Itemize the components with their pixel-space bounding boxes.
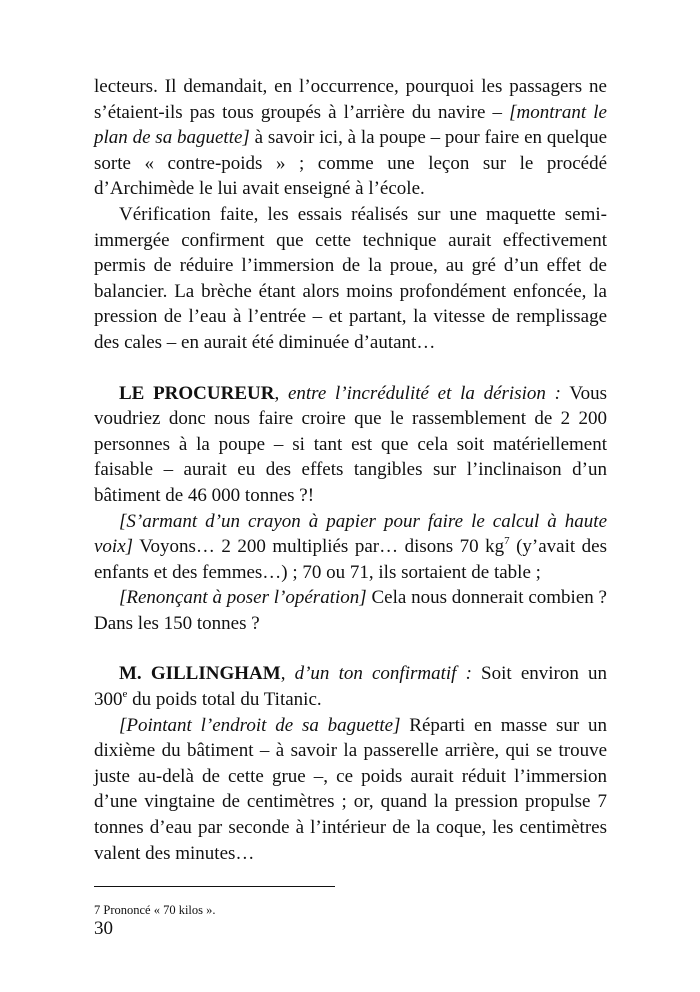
paragraph-2-text: Vérification faite, les essais réalisés sur une maquette semi-immergée confirment que cette technique aurait effectivement permis de réduire l’immersion de la proue, au gré d’un effet de balancier. La brèche étant alors moins profondément enfoncée, la pression de l’eau à l’entrée – et partant, la vitesse de remplissage des cales – en aurait été diminuée d’autant…	[94, 203, 607, 353]
paragraph-2	[94, 202, 607, 356]
stage-direction: [Pointant l’endroit de sa baguette]	[119, 714, 401, 736]
footnote: 7 Prononcé « 70 kilos ».	[94, 903, 216, 917]
paragraph-6-text-b: du poids total du Titanic.	[127, 689, 322, 711]
paragraph-4-text-a: Voyons… 2 200 multipliés par… disons 70 kg	[133, 536, 505, 558]
ordinal-superscript: e	[122, 687, 128, 700]
stage-direction: [montrant le plan de sa baguette]	[94, 101, 607, 149]
separator: ,	[280, 663, 295, 685]
paragraph-6-text-a: Soit environ un 300	[94, 663, 608, 711]
paragraph-1-text-c: à savoir ici, à la poupe – pour faire en quelque sorte « contre-poids » ; comme une leçon sur le procédé d’Archimède le lui avait enseigné à l’école.	[94, 127, 607, 200]
paragraph-3-text: Vous voudriez donc nous faire croire que le rassemblement de 2 200 personnes à la poupe – si tant est que cela soit matériellement faisable – aurait eu des effets tangibles sur l’inclinaison d’un bâtiment de 46 000 tonnes ?!	[94, 382, 608, 506]
separator: ,	[274, 382, 288, 404]
paragraph-3	[94, 381, 607, 509]
paragraph-gap	[94, 356, 607, 381]
paragraph-5-text: Cela nous donnerait combien ? Dans les 150 tonnes ?	[94, 587, 607, 634]
stage-direction: d’un ton confirmatif :	[294, 663, 472, 685]
paragraph-gap	[94, 636, 607, 661]
page-number: 30	[94, 918, 113, 939]
stage-direction: [S’armant d’un crayon à papier pour faire le calcul à haute voix]	[94, 510, 607, 558]
speaker-name: M. GILLINGHAM	[119, 663, 281, 685]
body-text	[94, 74, 607, 866]
paragraph-1-text-a: lecteurs. Il demandait, en l’occurrence, pourquoi les passagers ne s’étaient-ils pas tous groupés à l’arrière du navire –	[94, 76, 607, 123]
paragraph-1	[94, 74, 607, 202]
paragraph-4-text-b: (y’avait des enfants et des femmes…) ; 70 ou 71, ils sortaient de table ;	[94, 536, 607, 583]
stage-direction: entre l’incrédulité et la dérision :	[287, 382, 561, 404]
paragraph-7	[94, 713, 607, 867]
speaker-name: LE PROCUREUR	[119, 382, 275, 404]
paragraph-4	[94, 509, 607, 586]
footnote-rule	[94, 886, 335, 887]
stage-direction: [Renonçant à poser l’opération]	[119, 587, 367, 609]
footnote-ref: 7	[504, 534, 510, 547]
paragraph-5	[94, 585, 607, 636]
paragraph-6	[94, 661, 607, 712]
paragraph-7-text: Réparti en masse sur un dixième du bâtiment – à savoir la passerelle arrière, qui se trouve juste au-delà de cette grue –, ce poids aurait réduit l’immersion d’une vingtaine de centimètres ; or, quand la pression propulse 7 tonnes d’eau par seconde à l’intérieur de la coque, les centimètres valent des minutes…	[94, 714, 607, 864]
